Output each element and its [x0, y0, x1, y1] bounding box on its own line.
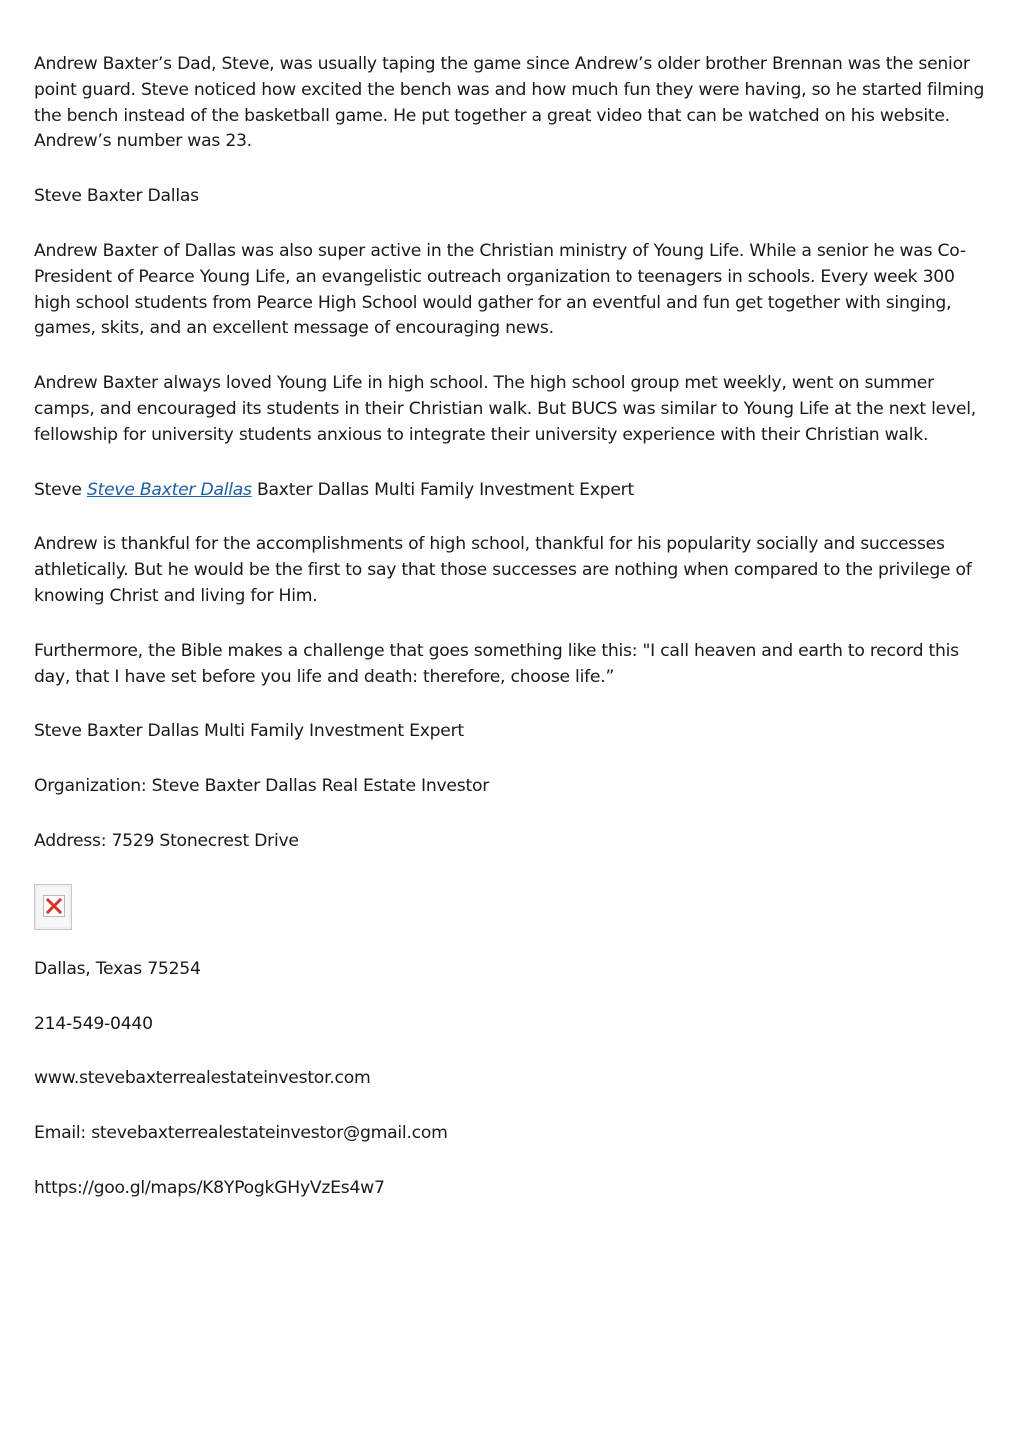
paragraph-bucs: Andrew Baxter always loved Young Life in high school. The high school group met weekly, went on summer camps, and encouraged its students in their Christian walk. But BUCS was similar to Young Life at the next level, fellowship for university students anxious to integrate their university experience with their Christian walk. — [34, 373, 976, 445]
address-line: Address: 7529 Stonecrest Drive — [34, 830, 299, 851]
paragraph-expert-link-line — [34, 478, 994, 504]
expert-line-suffix: Baxter Dallas Multi Family Investment Expert — [251, 479, 634, 500]
maps-url-line: https://goo.gl/maps/K8YPogkGHyVzEs4w7 — [34, 1177, 385, 1198]
paragraph-expert-title: Steve Baxter Dallas Multi Family Investment Expert — [34, 721, 464, 742]
paragraph-bible-quote: Furthermore, the Bible makes a challenge that goes something like this: "I call heaven and earth to record this day, that I have set before you life and death: therefore, choose life.” — [34, 640, 959, 687]
close-x-icon — [46, 898, 62, 914]
paragraph-basketball-video: Andrew Baxter’s Dad, Steve, was usually taping the game since Andrew’s older brother Brennan was the senior point guard. Steve noticed how excited the bench was and how much fun they were having, so he started filming the bench instead of the basketball game. He put together a great video that can be watched on his website. Andrew’s number was 23. — [34, 54, 985, 152]
steve-baxter-dallas-link[interactable]: Steve Baxter Dallas — [86, 479, 252, 500]
website-line: www.stevebaxterrealestateinvestor.com — [34, 1068, 371, 1089]
paragraph-young-life: Andrew Baxter of Dallas was also super active in the Christian ministry of Young Life. While a senior he was Co-President of Pearce Young Life, an evangelistic outreach organization to teenagers in schools. Every week 300 high school students from Pearce High School would gather for an eventful and fun get together with singing, games, skits, and an excellent message of encouraging news. — [34, 240, 966, 339]
paragraph-thankful: Andrew is thankful for the accomplishments of high school, thankful for his popularity socially and successes athletically. But he would be the first to say that those successes are nothing when compared to the privilege of knowing Christ and living for Him. — [34, 534, 972, 606]
broken-image-icon — [43, 895, 65, 917]
email-line: Email: stevebaxterrealestateinvestor@gmail.com — [34, 1123, 448, 1144]
paragraph-name-line: Steve Baxter Dallas — [34, 186, 199, 207]
expert-line-prefix: Steve — [34, 479, 87, 500]
city-state-zip-line: Dallas, Texas 75254 — [34, 958, 201, 979]
broken-image — [34, 884, 72, 930]
document-page — [34, 52, 994, 1231]
organization-line: Organization: Steve Baxter Dallas Real Estate Investor — [34, 776, 490, 797]
phone-line: 214-549-0440 — [34, 1013, 153, 1034]
